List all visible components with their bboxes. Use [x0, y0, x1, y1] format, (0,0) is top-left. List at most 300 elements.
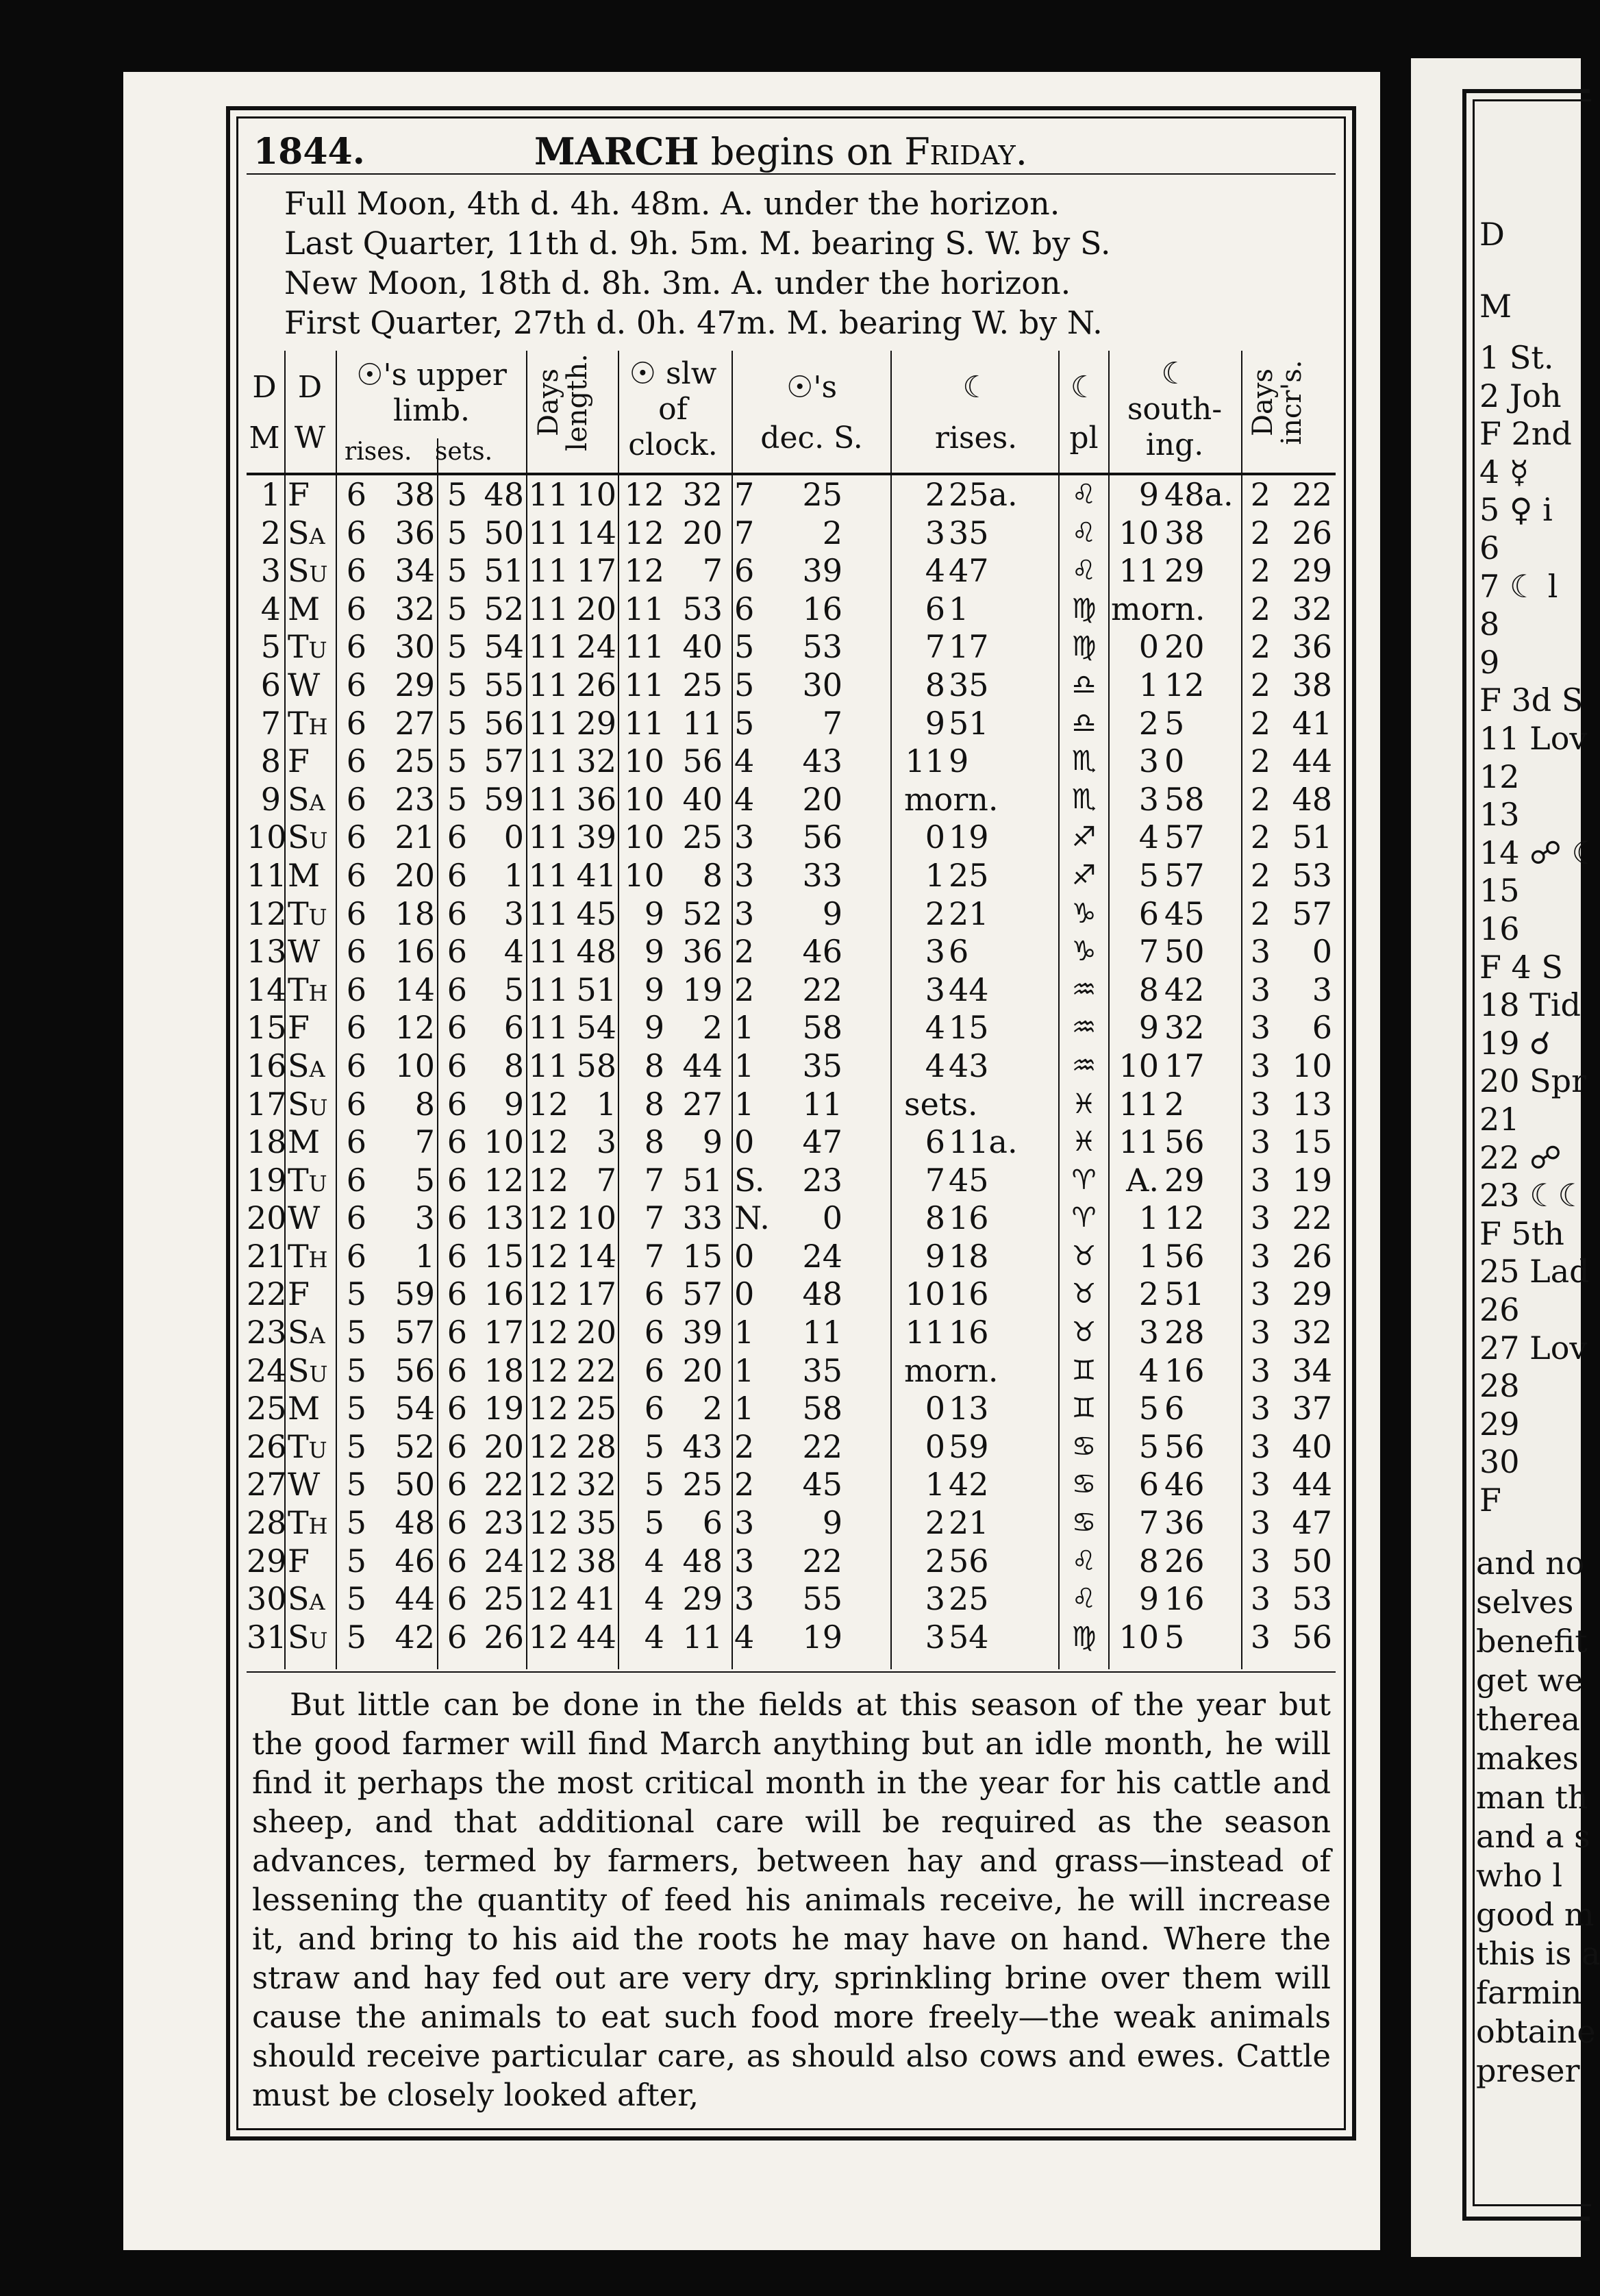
weekday-cell: M	[288, 590, 321, 627]
moon-sign-cell: ♌	[1071, 1545, 1097, 1577]
weekday-cell: Su	[288, 552, 328, 590]
moon-south-hour-cell: 8	[1138, 971, 1159, 1008]
days-incr-min-cell: 13	[1292, 1085, 1332, 1123]
right-row: 12	[1479, 758, 1520, 795]
moon-south-min-cell: 0	[1164, 743, 1185, 780]
days-incr-min-cell: 22	[1292, 476, 1332, 513]
sun-set-hour-cell: 6	[447, 819, 467, 856]
moon-rise-hour-cell: 2	[925, 895, 945, 932]
sun-set-hour-cell: 6	[447, 1351, 467, 1389]
moon-rise-hour-cell: morn.	[904, 1351, 999, 1389]
sun-set-hour-cell: 6	[447, 895, 467, 932]
weekday-cell: Th	[288, 971, 328, 1008]
sun-dec-min-cell: 33	[802, 856, 842, 894]
moon-south-min-cell: 45	[1164, 895, 1205, 932]
day-length-hour-cell: 12	[528, 1237, 568, 1275]
table-row	[247, 1504, 1336, 1543]
clock-slow-sec-cell: 15	[682, 1237, 723, 1275]
sun-set-hour-cell: 5	[447, 514, 467, 551]
sun-set-min-cell: 20	[484, 1427, 524, 1465]
sun-dec-min-cell: 30	[802, 666, 842, 703]
days-incr-min-cell: 53	[1292, 1580, 1332, 1618]
day-length-hour-cell: 11	[528, 704, 568, 742]
sun-set-hour-cell: 6	[447, 1542, 467, 1580]
clock-slow-sec-cell: 2	[702, 1390, 723, 1427]
moon-rise-min-cell: 25a.	[949, 476, 1018, 513]
moon-south-hour-cell: 5	[1138, 856, 1159, 894]
day-length-min-cell: 38	[576, 1542, 616, 1580]
day-of-month-cell: 28	[247, 1504, 287, 1542]
right-text-line: obtaine	[1476, 2013, 1596, 2050]
sun-set-hour-cell: 6	[447, 933, 467, 971]
farming-paragraph: But little can be done in the fields at this season of the year but the good farmer will find March anything but an idle month, he will find it perhaps the most critical month in the year for his cattle and sheep, and that additional care will be required as the season advances, termed by farmers, between hay and grass—instead of lessening the quantity of feed his animals receive, he will increase it, and bring to his aid the roots he may have on hand. Where the straw and hay fed out are very dry, sprinkling brine over them will cause the animals to eat such food more freely—the weak animals should receive particular care, as should also cows and ewes. Cattle must be closely looked after,	[252, 1686, 1331, 2113]
day-of-month-cell: 25	[247, 1390, 287, 1427]
clock-slow-sec-cell: 20	[682, 514, 723, 551]
days-incr-hour-cell: 3	[1250, 1047, 1271, 1084]
sun-dec-deg-cell: 1	[734, 1351, 755, 1389]
days-incr-hour-cell: 2	[1250, 476, 1271, 513]
sun-rise-min-cell: 16	[395, 933, 435, 971]
col-header-sun-limb-line1: ☉'s upper	[356, 358, 507, 392]
days-incr-hour-cell: 2	[1250, 704, 1271, 742]
right-row: 28	[1479, 1367, 1520, 1405]
moon-rise-hour-cell: 4	[925, 552, 945, 590]
clock-slow-sec-cell: 43	[682, 1427, 723, 1465]
day-length-hour-cell: 12	[528, 1161, 568, 1199]
days-incr-min-cell: 34	[1292, 1351, 1332, 1389]
weekday-cell: Th	[288, 704, 328, 742]
month-title	[534, 129, 1027, 173]
clock-slow-sec-cell: 25	[682, 666, 723, 703]
sun-dec-deg-cell: 5	[734, 666, 755, 703]
sun-rise-min-cell: 25	[395, 743, 435, 780]
table-bottom-rule	[247, 1671, 1336, 1673]
day-length-min-cell: 28	[576, 1427, 616, 1465]
days-incr-hour-cell: 3	[1250, 1542, 1271, 1580]
moon-south-min-cell: 36	[1164, 1504, 1205, 1542]
day-length-hour-cell: 11	[528, 590, 568, 627]
sun-dec-min-cell: 35	[802, 1047, 842, 1084]
moon-south-hour-cell: 10	[1118, 1047, 1159, 1084]
sun-rise-hour-cell: 6	[346, 1085, 366, 1123]
sun-rise-hour-cell: 5	[346, 1618, 366, 1656]
clock-slow-sec-cell: 7	[702, 552, 723, 590]
sun-rise-min-cell: 56	[395, 1351, 435, 1389]
weekday-cell: W	[288, 666, 321, 703]
moon-rise-hour-cell: 0	[925, 819, 945, 856]
sun-set-min-cell: 26	[484, 1618, 524, 1656]
header-rule	[247, 473, 1336, 475]
sun-rise-hour-cell: 6	[346, 1237, 366, 1275]
right-text-line: preser	[1476, 2052, 1580, 2089]
sun-set-min-cell: 22	[484, 1466, 524, 1503]
day-of-month-cell: 2	[260, 514, 281, 551]
sun-rise-hour-cell: 6	[346, 1199, 366, 1237]
clock-slow-min-cell: 4	[644, 1618, 664, 1656]
right-row: F 5th	[1479, 1214, 1564, 1252]
day-of-month-cell: 15	[247, 1009, 287, 1047]
right-row: F 2nd	[1479, 415, 1572, 453]
day-of-month-cell: 9	[260, 780, 281, 818]
moon-rise-min-cell: 17	[949, 628, 989, 666]
sun-rise-hour-cell: 5	[346, 1275, 366, 1313]
col-header-moon-southing-line1: south-	[1127, 392, 1223, 427]
sun-set-hour-cell: 6	[447, 1123, 467, 1161]
sun-rise-hour-cell: 6	[346, 780, 366, 818]
sun-rise-hour-cell: 6	[346, 971, 366, 1008]
sun-set-min-cell: 54	[484, 628, 524, 666]
sun-dec-min-cell: 45	[802, 1466, 842, 1503]
table-row	[247, 857, 1336, 895]
day-length-hour-cell: 12	[528, 1351, 568, 1389]
moon-rise-hour-cell: sets.	[904, 1085, 978, 1123]
days-incr-hour-cell: 3	[1250, 1123, 1271, 1161]
moon-rise-hour-cell: 1	[925, 1466, 945, 1503]
moon-south-hour-cell: 5	[1138, 1390, 1159, 1427]
day-length-hour-cell: 11	[528, 743, 568, 780]
moon-south-min-cell: 5	[1164, 1618, 1185, 1656]
table-row	[247, 1428, 1336, 1467]
clock-slow-min-cell: 7	[644, 1161, 664, 1199]
sun-dec-deg-cell: 2	[734, 1427, 755, 1465]
clock-slow-min-cell: 5	[644, 1427, 664, 1465]
sun-dec-deg-cell: 0	[734, 1275, 755, 1313]
days-incr-min-cell: 57	[1292, 895, 1332, 932]
sun-dec-deg-cell: 3	[734, 895, 755, 932]
right-row: 30	[1479, 1443, 1520, 1481]
sun-rise-hour-cell: 5	[346, 1542, 366, 1580]
clock-slow-min-cell: 9	[644, 1009, 664, 1047]
sun-set-hour-cell: 5	[447, 552, 467, 590]
clock-slow-sec-cell: 9	[702, 1123, 723, 1161]
phase-full-moon: Full Moon, 4th d. 4h. 48m. A. under the horizon.	[284, 185, 1060, 222]
right-text-line: get we	[1476, 1662, 1584, 1699]
clock-slow-min-cell: 4	[644, 1542, 664, 1580]
col-header-moon-southing	[1110, 356, 1240, 479]
moon-rise-hour-cell: 3	[925, 933, 945, 971]
col-header-dw-bottom: W	[294, 421, 326, 456]
days-incr-min-cell: 19	[1292, 1161, 1332, 1199]
moon-south-min-cell: 32	[1164, 1009, 1205, 1047]
day-length-min-cell: 14	[576, 514, 616, 551]
weekday-cell: F	[288, 1275, 310, 1313]
day-of-month-cell: 16	[247, 1047, 287, 1084]
day-length-min-cell: 44	[576, 1618, 616, 1656]
moon-south-hour-cell: 8	[1138, 1542, 1159, 1580]
moon-rise-min-cell: 16	[949, 1275, 989, 1313]
moon-rise-min-cell: 35	[949, 666, 989, 703]
day-length-hour-cell: 12	[528, 1618, 568, 1656]
weekday-cell: Sa	[288, 1047, 325, 1084]
moon-sign-cell: ♏	[1071, 745, 1097, 777]
clock-slow-min-cell: 7	[644, 1237, 664, 1275]
moon-rise-min-cell: 35	[949, 514, 989, 551]
moon-sign-cell: ♍	[1071, 592, 1097, 625]
day-length-min-cell: 17	[576, 1275, 616, 1313]
col-header-dm-top: D	[252, 370, 277, 405]
almanac-table	[247, 476, 1336, 1656]
table-row	[247, 1238, 1336, 1276]
clock-slow-min-cell: 8	[644, 1085, 664, 1123]
day-length-min-cell: 35	[576, 1504, 616, 1542]
days-incr-hour-cell: 2	[1250, 552, 1271, 590]
day-length-hour-cell: 12	[528, 1542, 568, 1580]
day-length-hour-cell: 11	[528, 856, 568, 894]
col-header-slow-clock-line1: ☉ slw	[629, 356, 717, 391]
moon-sign-cell: ♐	[1071, 859, 1097, 891]
day-of-month-cell: 20	[247, 1199, 287, 1237]
sun-set-min-cell: 59	[484, 780, 524, 818]
clock-slow-sec-cell: 56	[682, 743, 723, 780]
table-row	[247, 1275, 1336, 1314]
sun-set-min-cell: 24	[484, 1542, 524, 1580]
sun-set-hour-cell: 6	[447, 1237, 467, 1275]
sun-rise-min-cell: 27	[395, 704, 435, 742]
moon-rise-hour-cell: 2	[925, 1542, 945, 1580]
right-row: 15	[1479, 872, 1520, 910]
day-of-month-cell: 31	[247, 1618, 287, 1656]
sun-dec-min-cell: 24	[802, 1237, 842, 1275]
day-length-min-cell: 14	[576, 1237, 616, 1275]
moon-rise-hour-cell: 1	[925, 856, 945, 894]
sun-dec-min-cell: 22	[802, 1542, 842, 1580]
moon-rise-hour-cell: 11	[905, 1314, 945, 1351]
clock-slow-sec-cell: 40	[682, 780, 723, 818]
day-length-hour-cell: 11	[528, 780, 568, 818]
right-row: 6	[1479, 529, 1500, 566]
days-incr-hour-cell: 3	[1250, 1314, 1271, 1351]
days-incr-min-cell: 50	[1292, 1542, 1332, 1580]
moon-south-min-cell: 50	[1164, 933, 1205, 971]
moon-south-min-cell: 6	[1164, 1390, 1185, 1427]
day-of-month-cell: 29	[247, 1542, 287, 1580]
moon-rise-hour-cell: 6	[925, 590, 945, 627]
moon-rise-min-cell: 19	[949, 819, 989, 856]
phase-new-moon: New Moon, 18th d. 8h. 3m. A. under the horizon.	[284, 264, 1071, 301]
moon-rise-min-cell: 51	[949, 704, 989, 742]
sun-rise-min-cell: 38	[395, 476, 435, 513]
moon-south-min-cell: 57	[1164, 856, 1205, 894]
moon-south-min-cell: 16	[1164, 1580, 1205, 1618]
days-incr-hour-cell: 3	[1250, 1199, 1271, 1237]
moon-sign-cell: ♌	[1071, 516, 1097, 549]
days-incr-hour-cell: 2	[1250, 628, 1271, 666]
day-of-month-cell: 23	[247, 1314, 287, 1351]
sun-rise-hour-cell: 6	[346, 1123, 366, 1161]
clock-slow-min-cell: 12	[624, 552, 664, 590]
sun-rise-hour-cell: 6	[346, 743, 366, 780]
day-length-min-cell: 36	[576, 780, 616, 818]
clock-slow-sec-cell: 2	[702, 1009, 723, 1047]
sun-rise-min-cell: 7	[414, 1123, 435, 1161]
right-text-line: man th	[1476, 1779, 1588, 1816]
clock-slow-sec-cell: 44	[682, 1047, 723, 1084]
days-incr-hour-cell: 3	[1250, 1275, 1271, 1313]
sun-set-min-cell: 55	[484, 666, 524, 703]
days-incr-min-cell: 56	[1292, 1618, 1332, 1656]
sun-rise-min-cell: 52	[395, 1427, 435, 1465]
right-text-line: and a s	[1476, 1818, 1590, 1855]
clock-slow-sec-cell: 6	[702, 1504, 723, 1542]
day-length-hour-cell: 11	[528, 552, 568, 590]
sun-rise-min-cell: 8	[414, 1085, 435, 1123]
sun-set-min-cell: 10	[484, 1123, 524, 1161]
days-incr-hour-cell: 2	[1250, 590, 1271, 627]
weekday-cell: M	[288, 1390, 321, 1427]
sun-dec-min-cell: 58	[802, 1390, 842, 1427]
moon-rise-min-cell: 45	[949, 1161, 989, 1199]
weekday-cell: Tu	[288, 1161, 327, 1199]
days-incr-hour-cell: 3	[1250, 1504, 1271, 1542]
sun-set-hour-cell: 5	[447, 666, 467, 703]
weekday-cell: W	[288, 1466, 321, 1503]
sun-set-hour-cell: 5	[447, 704, 467, 742]
day-length-min-cell: 20	[576, 590, 616, 627]
table-row	[247, 1162, 1336, 1200]
sun-dec-deg-cell: 0	[734, 1123, 755, 1161]
sun-set-min-cell: 5	[503, 971, 524, 1008]
day-of-month-cell: 13	[247, 933, 287, 971]
weekday-cell: Su	[288, 1085, 328, 1123]
moon-rise-min-cell: 56	[949, 1542, 989, 1580]
right-text-line: benefit	[1476, 1623, 1588, 1660]
moon-sign-cell: ♏	[1071, 783, 1097, 815]
day-of-month-cell: 5	[260, 628, 281, 666]
moon-south-hour-cell: morn.	[1111, 590, 1205, 627]
sun-rise-min-cell: 54	[395, 1390, 435, 1427]
days-incr-hour-cell: 3	[1250, 1351, 1271, 1389]
moon-sign-cell: ♊	[1071, 1393, 1097, 1425]
sun-set-hour-cell: 6	[447, 1580, 467, 1618]
moon-sign-cell: ♉	[1071, 1240, 1097, 1272]
right-row: 19 ☌	[1479, 1024, 1551, 1062]
right-row: 16	[1479, 910, 1520, 947]
clock-slow-sec-cell: 25	[682, 1466, 723, 1503]
sun-dec-deg-cell: 3	[734, 856, 755, 894]
moon-rise-hour-cell: 8	[925, 1199, 945, 1237]
day-length-min-cell: 54	[576, 1009, 616, 1047]
table-row	[247, 476, 1336, 514]
sun-rise-hour-cell: 5	[346, 1427, 366, 1465]
clock-slow-min-cell: 11	[624, 666, 664, 703]
day-of-month-cell: 21	[247, 1237, 287, 1275]
days-incr-hour-cell: 3	[1250, 1237, 1271, 1275]
sun-dec-min-cell: 48	[802, 1275, 842, 1313]
col-header-sun-limb-line2: limb.	[392, 393, 471, 428]
table-row	[247, 971, 1336, 1010]
sun-dec-min-cell: 53	[802, 628, 842, 666]
sun-set-min-cell: 9	[503, 1085, 524, 1123]
days-incr-hour-cell: 3	[1250, 1390, 1271, 1427]
day-length-hour-cell: 12	[528, 1314, 568, 1351]
col-header-sun-rises: rises.	[345, 438, 412, 466]
day-length-hour-cell: 11	[528, 628, 568, 666]
sun-set-hour-cell: 6	[447, 1275, 467, 1313]
day-length-hour-cell: 12	[528, 1427, 568, 1465]
day-length-min-cell: 48	[576, 933, 616, 971]
sun-dec-min-cell: 22	[802, 971, 842, 1008]
sun-dec-min-cell: 55	[802, 1580, 842, 1618]
right-row: 9	[1479, 643, 1500, 681]
weekday-cell: Sa	[288, 780, 325, 818]
moon-south-hour-cell: 10	[1118, 1618, 1159, 1656]
clock-slow-min-cell: 5	[644, 1466, 664, 1503]
table-row	[247, 1543, 1336, 1581]
sun-rise-hour-cell: 6	[346, 1161, 366, 1199]
day-length-min-cell: 45	[576, 895, 616, 932]
sun-dec-min-cell: 11	[802, 1085, 842, 1123]
right-text-line: and no	[1476, 1545, 1585, 1582]
day-length-hour-cell: 11	[528, 476, 568, 513]
days-incr-min-cell: 40	[1292, 1427, 1332, 1465]
moon-south-hour-cell: 11	[1118, 552, 1159, 590]
sun-dec-min-cell: 23	[802, 1161, 842, 1199]
day-of-month-cell: 22	[247, 1275, 287, 1313]
right-row: F 3d S	[1479, 682, 1584, 719]
moon-south-hour-cell: 9	[1138, 1580, 1159, 1618]
day-length-hour-cell: 12	[528, 1504, 568, 1542]
sun-set-min-cell: 18	[484, 1351, 524, 1389]
sun-dec-deg-cell: S.	[734, 1161, 765, 1199]
days-incr-min-cell: 15	[1292, 1123, 1332, 1161]
sun-dec-deg-cell: 3	[734, 819, 755, 856]
sun-dec-min-cell: 11	[802, 1314, 842, 1351]
moon-icon: ☾	[962, 370, 990, 405]
days-incr-hour-cell: 2	[1250, 856, 1271, 894]
clock-slow-min-cell: 4	[644, 1580, 664, 1618]
sun-rise-min-cell: 50	[395, 1466, 435, 1503]
moon-rise-hour-cell: 8	[925, 666, 945, 703]
right-row: 4 ☿	[1479, 453, 1529, 490]
moon-rise-min-cell: 25	[949, 1580, 989, 1618]
month-name: MARCH	[534, 129, 699, 173]
days-incr-hour-cell: 3	[1250, 1580, 1271, 1618]
moon-south-hour-cell: A.	[1126, 1161, 1159, 1199]
col-header-sun-dec-line1: ☉'s	[786, 370, 838, 405]
days-incr-min-cell: 6	[1312, 1009, 1332, 1047]
right-row: 5 ♀ i	[1479, 491, 1553, 529]
right-header-m: M	[1479, 288, 1512, 325]
clock-slow-sec-cell: 36	[682, 933, 723, 971]
weekday-cell: Sa	[288, 514, 325, 551]
right-text-line: makes	[1476, 1740, 1579, 1777]
moon-rise-min-cell: 47	[949, 552, 989, 590]
sun-set-hour-cell: 5	[447, 780, 467, 818]
sun-set-min-cell: 56	[484, 704, 524, 742]
sun-dec-deg-cell: 6	[734, 590, 755, 627]
moon-south-hour-cell: 7	[1138, 1504, 1159, 1542]
clock-slow-min-cell: 9	[644, 971, 664, 1008]
clock-slow-sec-cell: 57	[682, 1275, 723, 1313]
moon-sign-cell: ♊	[1071, 1354, 1097, 1386]
day-length-min-cell: 32	[576, 743, 616, 780]
col-header-moon-place-label: pl	[1069, 421, 1099, 456]
days-incr-min-cell: 38	[1292, 666, 1332, 703]
phase-first-quarter: First Quarter, 27th d. 0h. 47m. M. bearing W. by N.	[284, 304, 1103, 341]
clock-slow-sec-cell: 40	[682, 628, 723, 666]
clock-slow-min-cell: 9	[644, 933, 664, 971]
moon-south-min-cell: 2	[1164, 1085, 1185, 1123]
sun-set-min-cell: 51	[484, 552, 524, 590]
moon-south-hour-cell: 11	[1118, 1085, 1159, 1123]
right-row: 20 Spr	[1479, 1062, 1587, 1100]
day-of-month-cell: 10	[247, 819, 287, 856]
moon-south-hour-cell: 1	[1138, 1237, 1159, 1275]
clock-slow-sec-cell: 19	[682, 971, 723, 1008]
col-header-days-incr-line2: incr's.	[1276, 360, 1308, 445]
sun-dec-min-cell: 7	[822, 704, 842, 742]
right-text-line: selves	[1476, 1584, 1574, 1621]
